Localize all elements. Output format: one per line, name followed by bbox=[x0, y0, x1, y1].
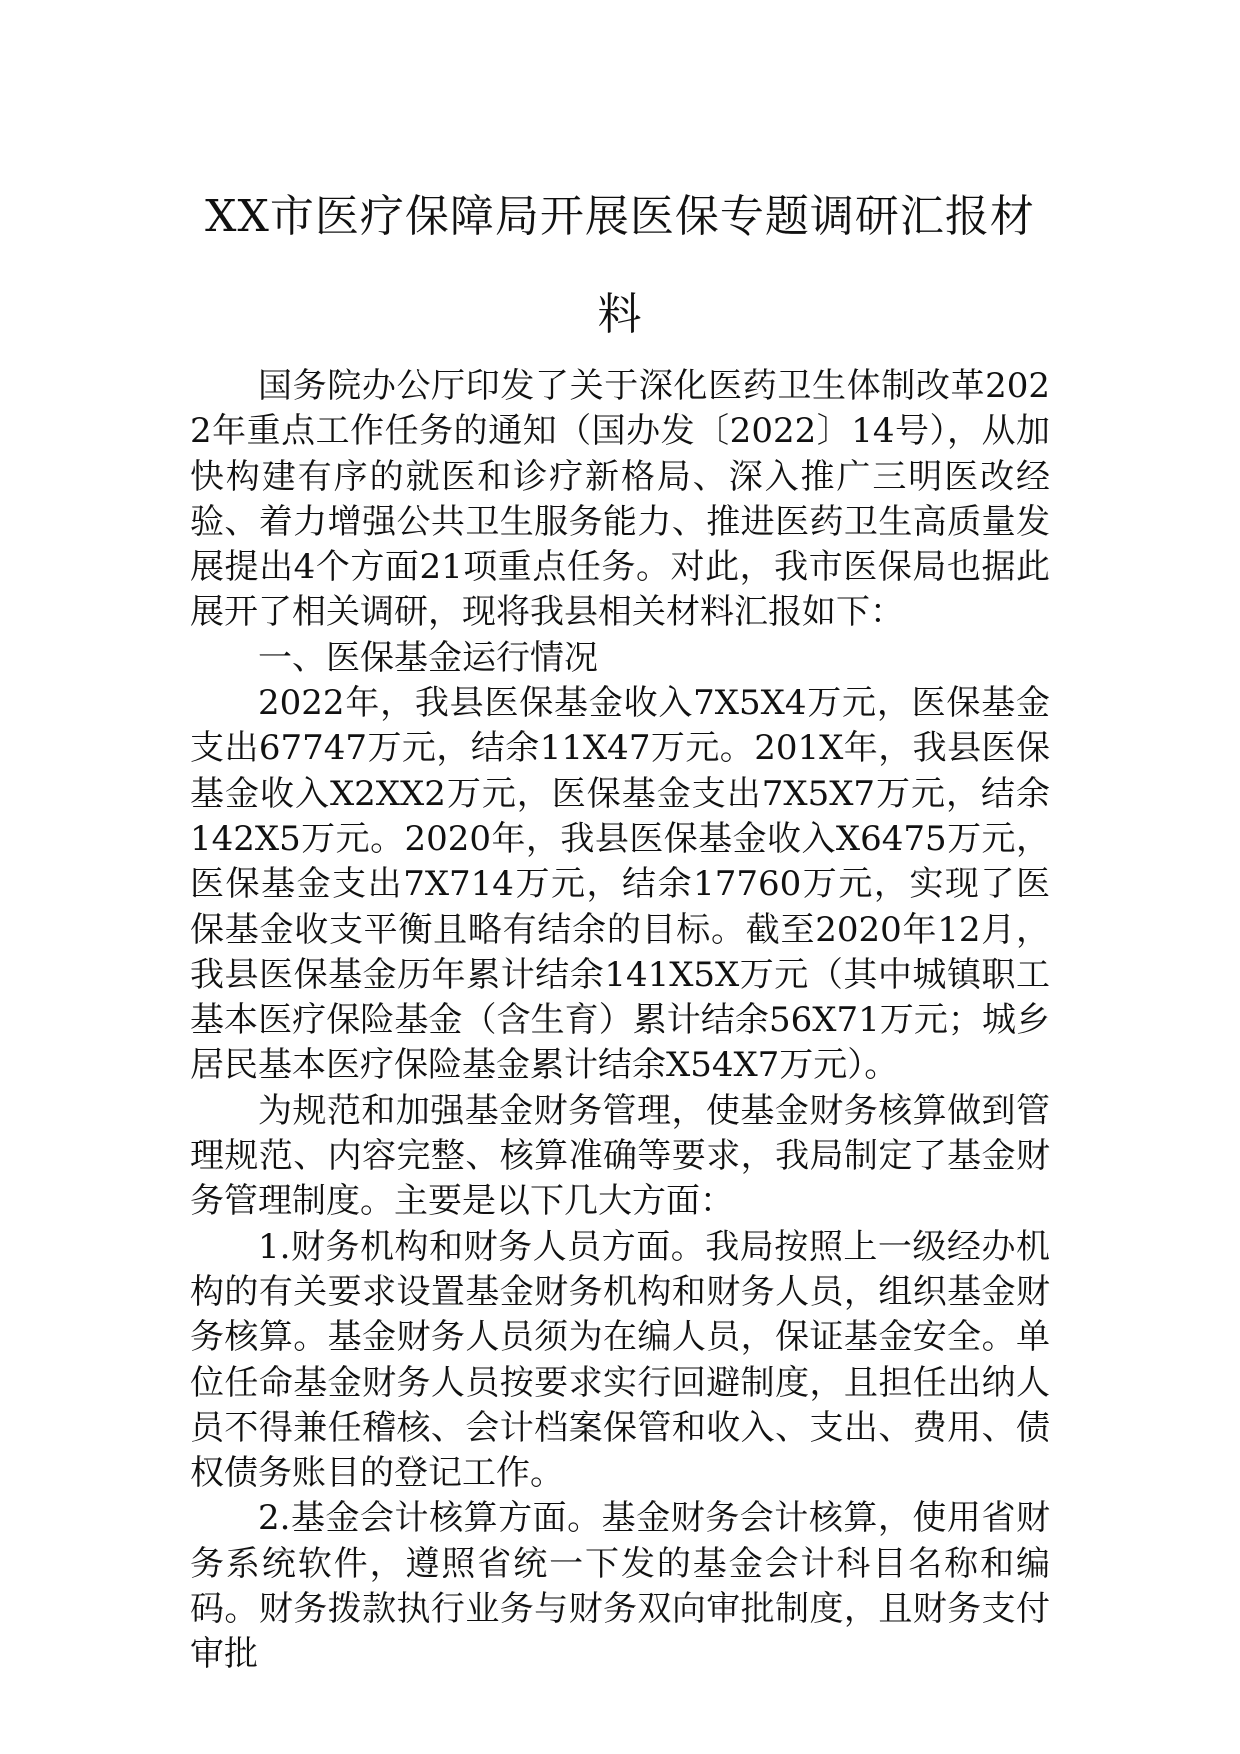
finance-staff-paragraph: 1.财务机构和财务人员方面。我局按照上一级经办机构的有关要求设置基金财务机构和财务人员，组织基金财务核算。基金财务人员须为在编人员，保证基金安全。单位任命基金财务人员按要求实行回避制度，且担任出纳人员不得兼任稽核、会计档案保管和收入、支出、费用、债权债务账目的登记工作。 bbox=[190, 1226, 1050, 1494]
intro-paragraph: 国务院办公厅印发了关于深化医药卫生体制改革2022年重点工作任务的通知（国办发〔2022〕14号），从加快构建有序的就医和诊疗新格局、深入推广三明医改经验、着力增强公共卫生服务能力、推进医药卫生高质量发展提出4个方面21项重点任务。对此，我市医保局也据此展开了相关调研，现将我县相关材料汇报如下： bbox=[190, 366, 1050, 633]
document-body bbox=[190, 168, 1050, 1678]
document-title: XX市医疗保障局开展医保专题调研汇报材料 bbox=[205, 191, 1035, 340]
management-system-paragraph: 为规范和加强基金财务管理，使基金财务核算做到管理规范、内容完整、核算准确等要求，我局制定了基金财务管理制度。主要是以下几大方面： bbox=[190, 1090, 1050, 1222]
section-heading: 一、医保基金运行情况 bbox=[258, 637, 598, 678]
fund-operation-paragraph: 2022年，我县医保基金收入7X5X4万元，医保基金支出67747万元，结余11X47万元。201X年，我县医保基金收入X2XX2万元，医保基金支出7X5X7万元，结余142X5万元。2020年，我县医保基金收入X6475万元，医保基金支出7X714万元，结余17760万元，实现了医保基金收支平衡且略有结余的目标。截至2020年12月，我县医保基金历年累计结余141X5X万元（其中城镇职工基本医疗保险基金（含生育）累计结余56X71万元；城乡居民基本医疗保险基金累计结余X54X7万元）。 bbox=[190, 683, 1050, 1086]
accounting-paragraph: 2.基金会计核算方面。基金财务会计核算，使用省财务系统软件，遵照省统一下发的基金会计科目名称和编码。财务拨款执行业务与财务双向审批制度，且财务支付审批 bbox=[190, 1498, 1050, 1675]
